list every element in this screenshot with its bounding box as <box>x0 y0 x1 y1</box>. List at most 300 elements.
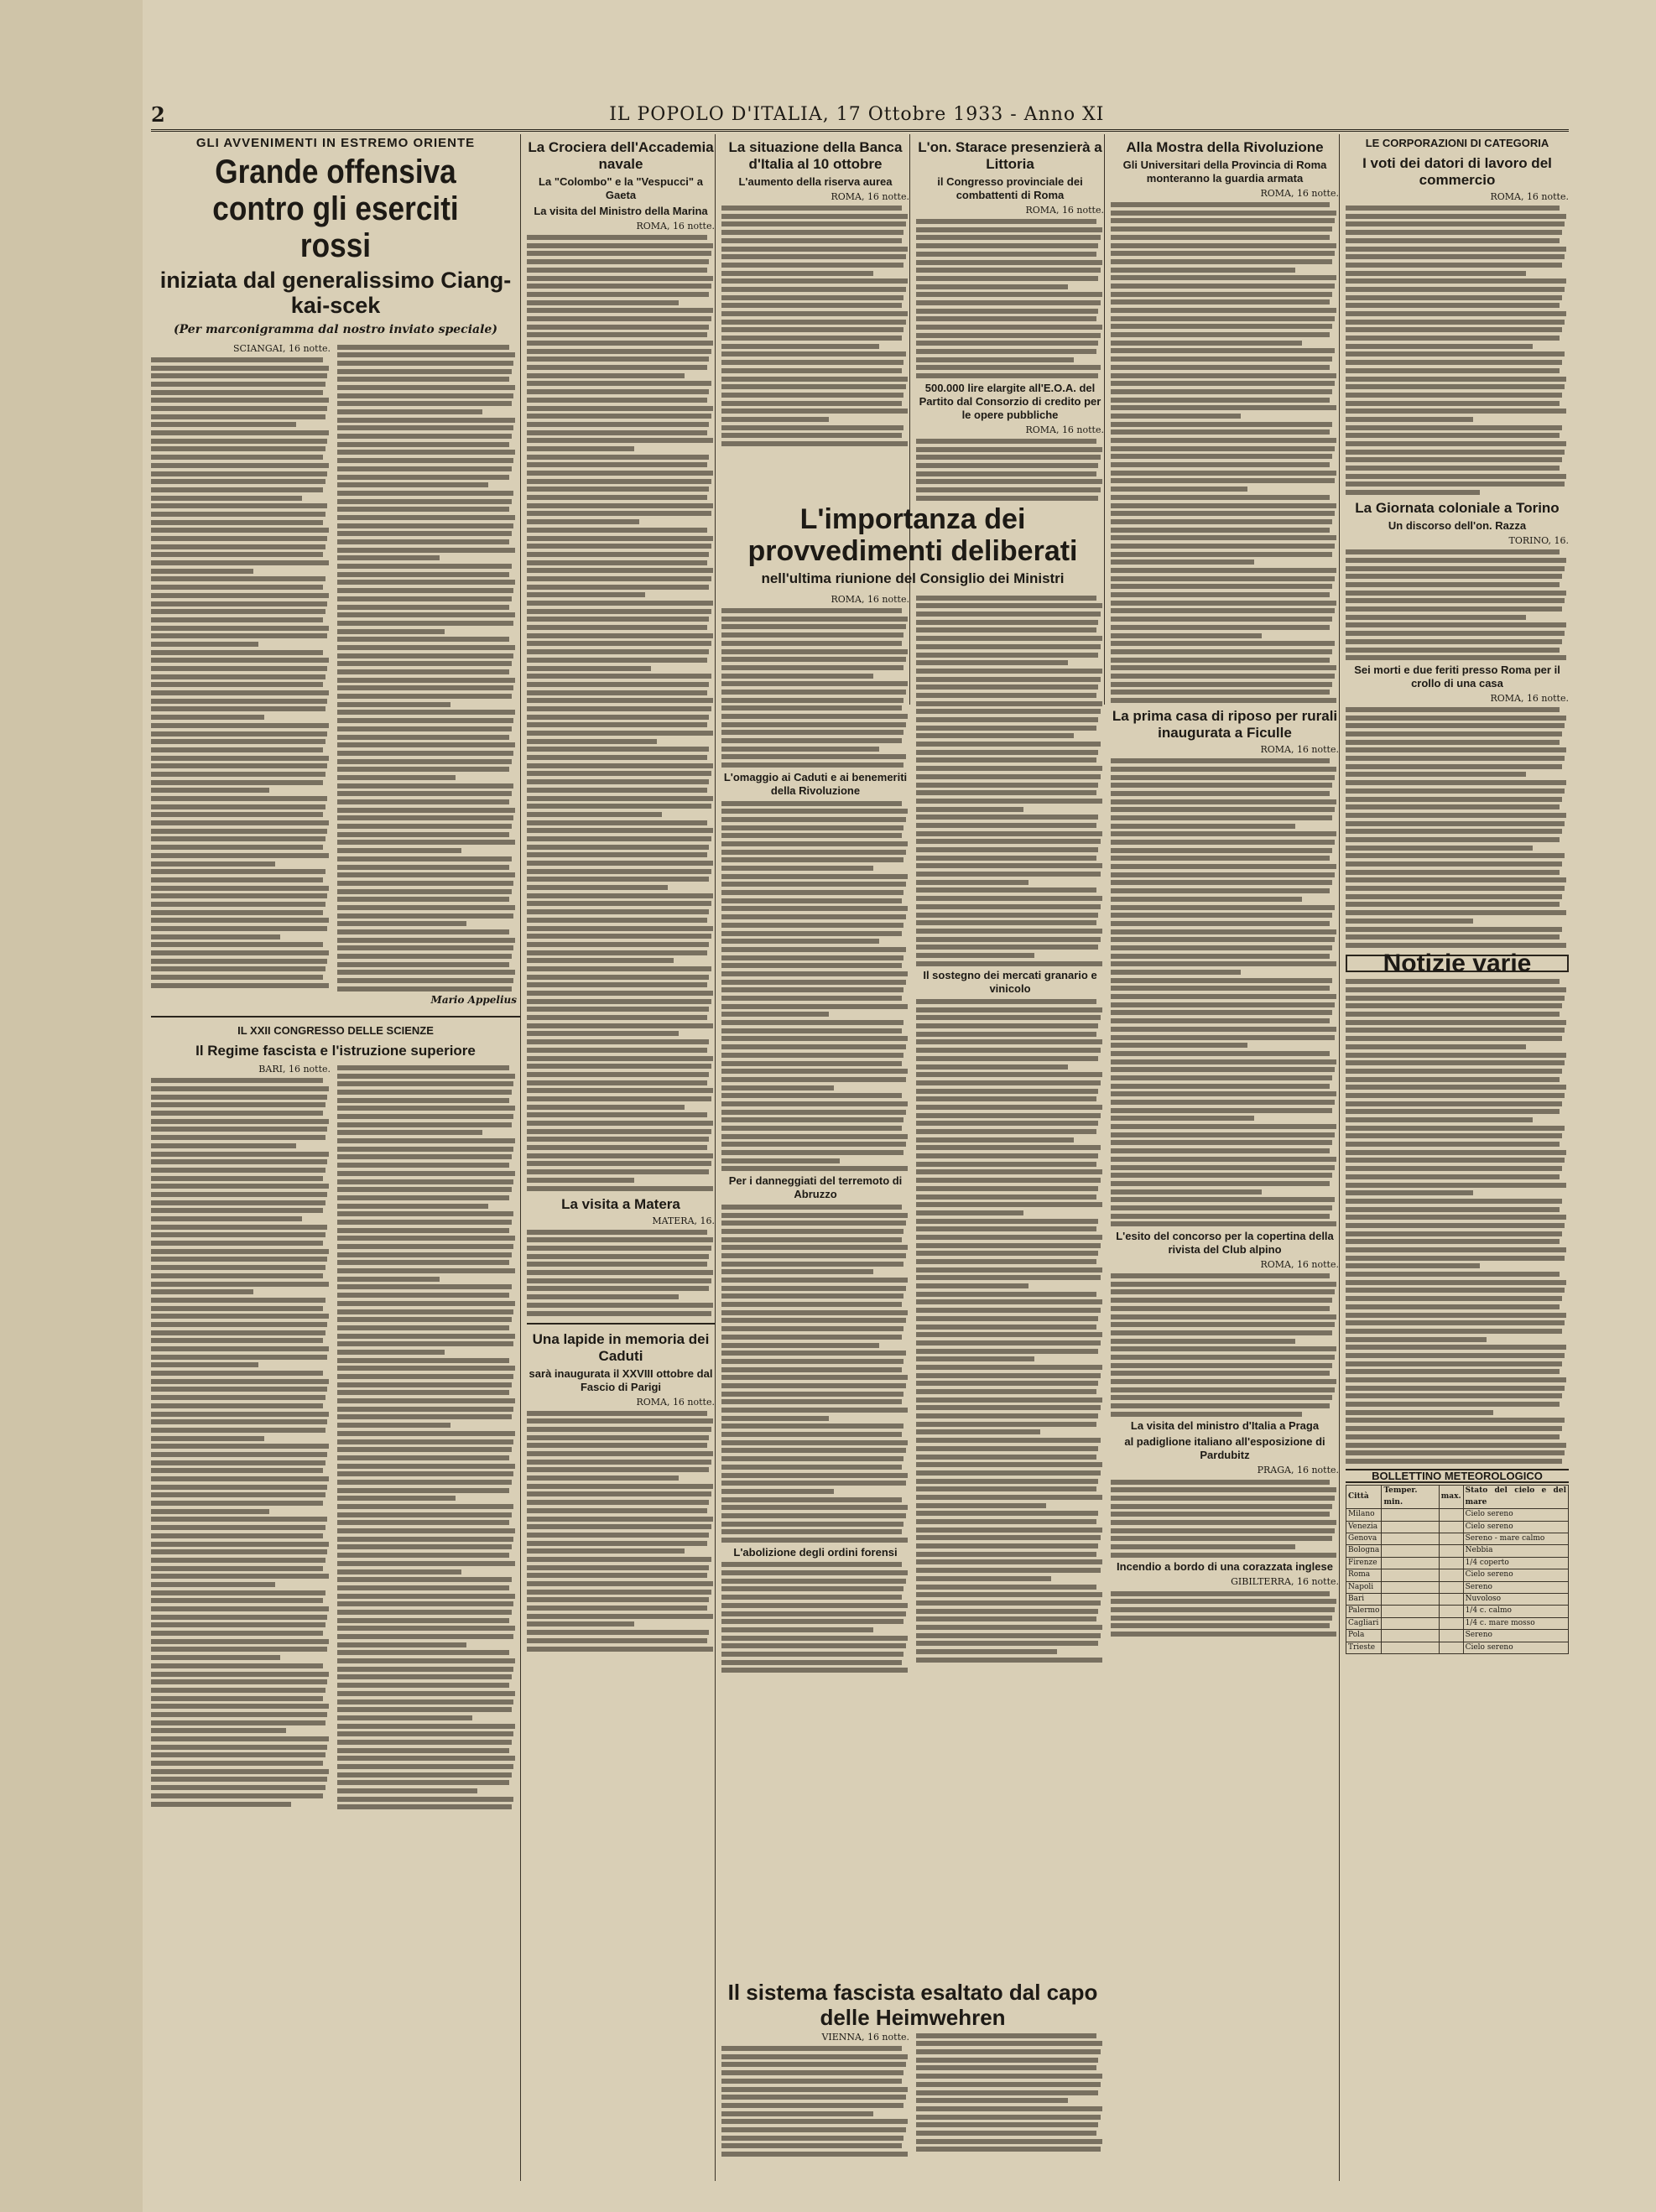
text-line <box>916 766 1102 771</box>
text-line <box>527 649 709 654</box>
text-line <box>527 812 662 817</box>
page-number: 2 <box>151 101 165 127</box>
text-line <box>337 572 509 577</box>
text-line <box>1111 251 1335 256</box>
text-line <box>1346 311 1566 316</box>
text-line <box>916 341 1098 346</box>
text-line <box>916 1462 1102 1467</box>
text-line <box>916 227 1102 232</box>
text-line <box>527 536 713 541</box>
text-line <box>1346 598 1565 603</box>
text-line <box>1111 775 1335 780</box>
text-line <box>1111 872 1335 877</box>
text-line <box>1346 254 1565 259</box>
text-line <box>1346 1313 1566 1318</box>
text-line <box>721 632 904 638</box>
text-line <box>721 425 904 430</box>
text-line <box>721 1229 904 1234</box>
text-line <box>337 1496 456 1501</box>
text-line <box>1111 584 1332 589</box>
text-line <box>1111 1480 1330 1485</box>
text-line <box>151 496 302 501</box>
text-line <box>1111 698 1336 703</box>
text-line <box>151 1436 264 1441</box>
text-line <box>527 1548 685 1554</box>
weather-cell <box>1439 1581 1463 1593</box>
text-line <box>337 1179 513 1184</box>
text-line <box>1346 1028 1565 1033</box>
text-line <box>721 1481 906 1486</box>
text-line <box>916 1162 1096 1167</box>
text-line <box>1111 235 1330 240</box>
text-line <box>721 247 908 252</box>
text-line <box>337 1414 512 1419</box>
text-line <box>1111 840 1335 845</box>
text-line <box>151 1249 329 1254</box>
text-line <box>151 959 327 964</box>
text-line <box>916 487 1101 492</box>
signature: Mario Appelius <box>430 993 517 1006</box>
text-line <box>337 954 512 959</box>
text-line <box>916 799 1102 804</box>
text-line <box>527 576 711 581</box>
text-line <box>1111 324 1332 329</box>
weather-row <box>1346 1521 1569 1533</box>
text-line <box>1111 815 1332 820</box>
text-line <box>1346 1215 1566 1220</box>
text-line <box>527 479 711 484</box>
text-line <box>1346 979 1560 984</box>
text-line <box>721 1465 902 1470</box>
text-line <box>1111 284 1335 289</box>
text-line <box>721 1245 908 1250</box>
text-line <box>337 1301 515 1306</box>
text-line <box>337 596 512 601</box>
text-line <box>916 733 1074 738</box>
text-line <box>151 446 325 451</box>
text-line <box>527 690 707 695</box>
text-line <box>337 735 509 740</box>
text-line <box>337 832 509 837</box>
text-line <box>527 292 709 297</box>
text-line <box>721 1012 829 1017</box>
text-line <box>527 674 711 679</box>
text-line <box>1346 853 1565 858</box>
text-line <box>337 938 515 943</box>
weather-cell <box>1439 1593 1463 1605</box>
text-line <box>1111 511 1335 516</box>
weather-cell: 1/4 c. calmo <box>1463 1606 1568 1617</box>
article-text <box>1111 1591 1339 1637</box>
text-line <box>151 593 329 598</box>
text-line <box>151 674 325 679</box>
text-line <box>337 1317 512 1322</box>
dateline: ROMA, 16 notte. <box>1025 424 1104 435</box>
article-text <box>1346 707 1569 948</box>
text-line <box>916 2041 1102 2046</box>
text-line <box>527 779 709 784</box>
text-line <box>337 815 513 820</box>
text-line <box>721 624 906 629</box>
text-line <box>1346 206 1560 211</box>
headline: Grande offensiva contro gli eserciti rossi <box>212 154 459 265</box>
text-line <box>337 1350 445 1355</box>
text-line <box>527 877 709 882</box>
text-line <box>1346 934 1560 939</box>
text-line <box>1111 888 1330 893</box>
text-line <box>1111 471 1336 476</box>
text-line <box>1111 487 1247 492</box>
text-line <box>721 1318 906 1323</box>
text-line <box>151 455 323 460</box>
text-line <box>721 1093 902 1098</box>
text-line <box>916 1145 1101 1150</box>
text-line <box>916 1633 1101 1638</box>
weather-row <box>1346 1545 1569 1557</box>
text-line <box>1346 1247 1566 1252</box>
weather-cell: Sereno - mare calmo <box>1463 1533 1568 1544</box>
text-line <box>337 369 512 374</box>
text-line <box>1346 1036 1562 1041</box>
article-text <box>1346 979 1569 1464</box>
text-line <box>1346 1093 1565 1098</box>
text-line <box>1111 880 1332 885</box>
text-line <box>151 772 325 777</box>
text-line <box>337 629 445 634</box>
text-line <box>721 1627 873 1632</box>
text-line <box>1111 1282 1336 1287</box>
text-line <box>1346 1174 1560 1179</box>
text-line <box>916 1592 1102 1597</box>
text-line <box>151 487 323 492</box>
text-line <box>527 1638 707 1643</box>
text-line <box>916 863 1102 868</box>
dateline: BARI, 16 notte. <box>258 1064 331 1075</box>
dateline: ROMA, 16 notte. <box>636 1396 715 1408</box>
text-line <box>1111 275 1336 280</box>
text-line <box>527 414 711 419</box>
text-line <box>151 715 264 720</box>
text-line <box>527 495 707 500</box>
text-line <box>337 588 513 593</box>
text-line <box>916 276 1098 281</box>
text-line <box>527 1039 709 1044</box>
text-line <box>1346 1044 1526 1049</box>
text-line <box>1111 389 1332 394</box>
text-line <box>527 455 709 460</box>
text-line <box>1111 348 1335 353</box>
text-line <box>527 1023 713 1028</box>
weather-cell <box>1382 1617 1439 1629</box>
weather-cell <box>1382 1533 1439 1544</box>
text-line <box>527 1064 711 1069</box>
text-line <box>916 2139 1102 2144</box>
text-line <box>916 684 1098 690</box>
text-line <box>337 751 513 756</box>
text-line <box>916 268 1101 273</box>
text-line <box>1346 837 1560 842</box>
text-line <box>1346 574 1562 579</box>
text-line <box>1111 568 1336 573</box>
text-line <box>916 913 1098 918</box>
text-line <box>527 1460 711 1465</box>
text-line <box>151 1704 329 1709</box>
text-line <box>337 1667 513 1672</box>
text-line <box>337 1674 512 1679</box>
text-line <box>527 1072 709 1077</box>
text-line <box>916 644 1101 649</box>
text-line <box>337 945 513 950</box>
text-line <box>1346 927 1562 932</box>
text-line <box>1111 1623 1330 1628</box>
text-line <box>916 479 1102 484</box>
text-line <box>1346 886 1565 891</box>
text-line <box>151 1615 327 1620</box>
text-line <box>916 1519 1096 1524</box>
text-line <box>151 1476 329 1481</box>
heimwehren-article <box>721 1980 1104 2160</box>
text-line <box>1111 848 1332 853</box>
text-line <box>151 536 327 541</box>
article-text <box>916 219 1104 378</box>
text-line <box>916 677 1101 682</box>
text-line <box>721 698 904 703</box>
text-line <box>151 1403 323 1408</box>
text-line <box>721 2152 908 2157</box>
text-line <box>1111 897 1302 902</box>
text-line <box>337 548 515 553</box>
weather-cell <box>1439 1545 1463 1557</box>
text-line <box>337 1187 512 1192</box>
text-line <box>721 1142 906 1147</box>
text-line <box>916 1292 1096 1297</box>
text-line <box>1111 1528 1335 1533</box>
text-line <box>1346 1345 1566 1350</box>
text-line <box>1346 716 1566 721</box>
text-line <box>527 568 713 573</box>
text-line <box>151 1095 327 1100</box>
text-line <box>721 271 873 276</box>
text-line <box>337 1293 509 1298</box>
text-line <box>1346 1426 1562 1431</box>
text-line <box>151 1241 323 1246</box>
text-line <box>527 975 709 980</box>
text-line <box>527 1121 713 1126</box>
text-line <box>527 820 707 825</box>
text-line <box>1346 1353 1565 1358</box>
article-text <box>721 2030 909 2160</box>
text-line <box>1346 1239 1560 1244</box>
text-line <box>337 1106 515 1111</box>
text-line <box>1346 433 1560 438</box>
text-line <box>1111 994 1336 999</box>
text-line <box>527 747 709 752</box>
text-line <box>337 499 512 504</box>
text-line <box>337 978 513 983</box>
text-line <box>527 487 709 492</box>
text-line <box>721 714 908 719</box>
mercati-subheadline: Il sostegno dei mercati granario e vinicolo <box>923 969 1097 996</box>
text-line <box>916 1267 1102 1273</box>
text-line <box>527 771 711 776</box>
text-line <box>721 890 904 895</box>
weather-cell: Nuvoloso <box>1463 1593 1568 1605</box>
text-line <box>337 1561 515 1566</box>
text-line <box>527 1614 713 1619</box>
text-line <box>916 823 1096 828</box>
text-line <box>1111 682 1332 687</box>
text-line <box>337 1764 513 1769</box>
text-line <box>151 520 323 525</box>
text-line <box>916 1089 1098 1094</box>
subheadline: iniziata dal generalissimo Ciang-kai-scek <box>159 268 512 319</box>
text-line <box>151 918 329 923</box>
decree-article <box>721 503 1104 1676</box>
text-line <box>1346 1077 1560 1082</box>
text-line <box>1346 829 1562 834</box>
article-text <box>337 341 517 1009</box>
text-line <box>151 1298 325 1303</box>
text-line <box>916 2131 1096 2136</box>
text-line <box>527 1517 713 1522</box>
text-line <box>151 422 296 427</box>
text-line <box>337 1138 515 1143</box>
text-line <box>916 1202 1102 1207</box>
text-line <box>151 1371 323 1376</box>
text-line <box>916 1275 1101 1280</box>
text-line <box>151 763 327 768</box>
weather-cell: Nebbia <box>1463 1545 1568 1557</box>
text-line <box>337 1772 512 1777</box>
text-line <box>1111 1091 1336 1096</box>
text-line <box>1346 368 1560 373</box>
text-line <box>527 828 713 833</box>
text-line <box>916 1186 1098 1191</box>
text-line <box>916 1405 1101 1410</box>
text-line <box>1346 327 1562 332</box>
text-line <box>527 934 711 939</box>
text-line <box>721 874 908 879</box>
text-line <box>527 715 709 720</box>
text-line <box>721 311 908 316</box>
text-line <box>1346 1085 1566 1090</box>
text-line <box>1111 978 1332 983</box>
text-line <box>337 1065 509 1070</box>
text-line <box>1111 1221 1336 1226</box>
text-line <box>151 1793 323 1798</box>
text-line <box>721 1117 904 1122</box>
omaggio-subheadline: L'omaggio ai Caduti e ai benemeriti della Rivoluzione <box>723 770 908 797</box>
text-line <box>1111 1108 1332 1113</box>
text-line <box>916 1486 1096 1491</box>
headline: L'importanza dei provvedimenti deliberati <box>747 503 1078 567</box>
weather-row <box>1346 1617 1569 1629</box>
text-line <box>151 934 280 939</box>
text-line <box>1111 218 1335 223</box>
text-line <box>916 937 1101 942</box>
text-line <box>721 1158 840 1163</box>
text-line <box>527 1080 707 1085</box>
text-line <box>721 641 902 646</box>
text-line <box>721 762 904 768</box>
text-line <box>337 425 513 430</box>
text-line <box>721 263 904 268</box>
text-line <box>721 1636 908 1641</box>
text-line <box>151 1525 325 1530</box>
text-line <box>151 1135 325 1140</box>
text-line <box>721 1253 906 1258</box>
text-line <box>337 1577 512 1582</box>
text-line <box>337 742 515 747</box>
text-line <box>1346 996 1565 1001</box>
text-line <box>151 479 325 484</box>
dateline: SCIANGAI, 16 notte. <box>233 342 331 354</box>
text-line <box>1346 247 1566 252</box>
text-line <box>916 1616 1096 1621</box>
weather-cell: Trieste <box>1346 1642 1382 1653</box>
text-line <box>337 475 509 480</box>
text-line <box>151 650 323 655</box>
dateline: ROMA, 16 notte. <box>1490 191 1569 202</box>
text-line <box>721 801 902 806</box>
text-line <box>527 918 707 923</box>
text-line <box>337 1788 477 1793</box>
text-line <box>1346 474 1566 479</box>
text-line <box>721 898 902 903</box>
text-line <box>1346 943 1566 948</box>
text-line <box>527 901 711 906</box>
text-line <box>916 447 1102 452</box>
text-line <box>1346 360 1562 365</box>
text-line <box>916 1365 1102 1370</box>
text-line <box>721 1513 906 1518</box>
text-line <box>721 2079 902 2084</box>
text-line <box>1111 929 1336 934</box>
text-line <box>721 1053 904 1058</box>
text-line <box>1111 1018 1330 1023</box>
text-line <box>1111 519 1332 524</box>
text-line <box>1346 1450 1565 1455</box>
text-line <box>916 1625 1102 1630</box>
text-line <box>151 877 323 882</box>
text-line <box>527 276 713 281</box>
text-line <box>151 1444 329 1449</box>
text-line <box>527 885 668 890</box>
text-line <box>527 1597 709 1602</box>
text-line <box>1111 1512 1330 1517</box>
text-line <box>527 585 709 590</box>
text-line <box>721 955 904 960</box>
text-line <box>151 1152 329 1157</box>
text-line <box>151 942 323 947</box>
weather-cell <box>1382 1581 1439 1593</box>
column-5 <box>1111 134 1340 2181</box>
text-line <box>1111 799 1336 804</box>
text-line <box>721 690 906 695</box>
text-line <box>721 963 902 968</box>
text-line <box>527 528 707 533</box>
text-line <box>1346 707 1560 712</box>
text-line <box>721 344 879 349</box>
text-line <box>527 788 707 793</box>
text-line <box>721 1101 908 1106</box>
text-line <box>916 1105 1102 1110</box>
text-line <box>916 471 1096 476</box>
text-line <box>916 357 1074 362</box>
text-line <box>916 653 1098 658</box>
inglese-headline: Incendio a bordo di una corazzata inglese <box>1117 1560 1333 1574</box>
text-line <box>527 658 707 663</box>
